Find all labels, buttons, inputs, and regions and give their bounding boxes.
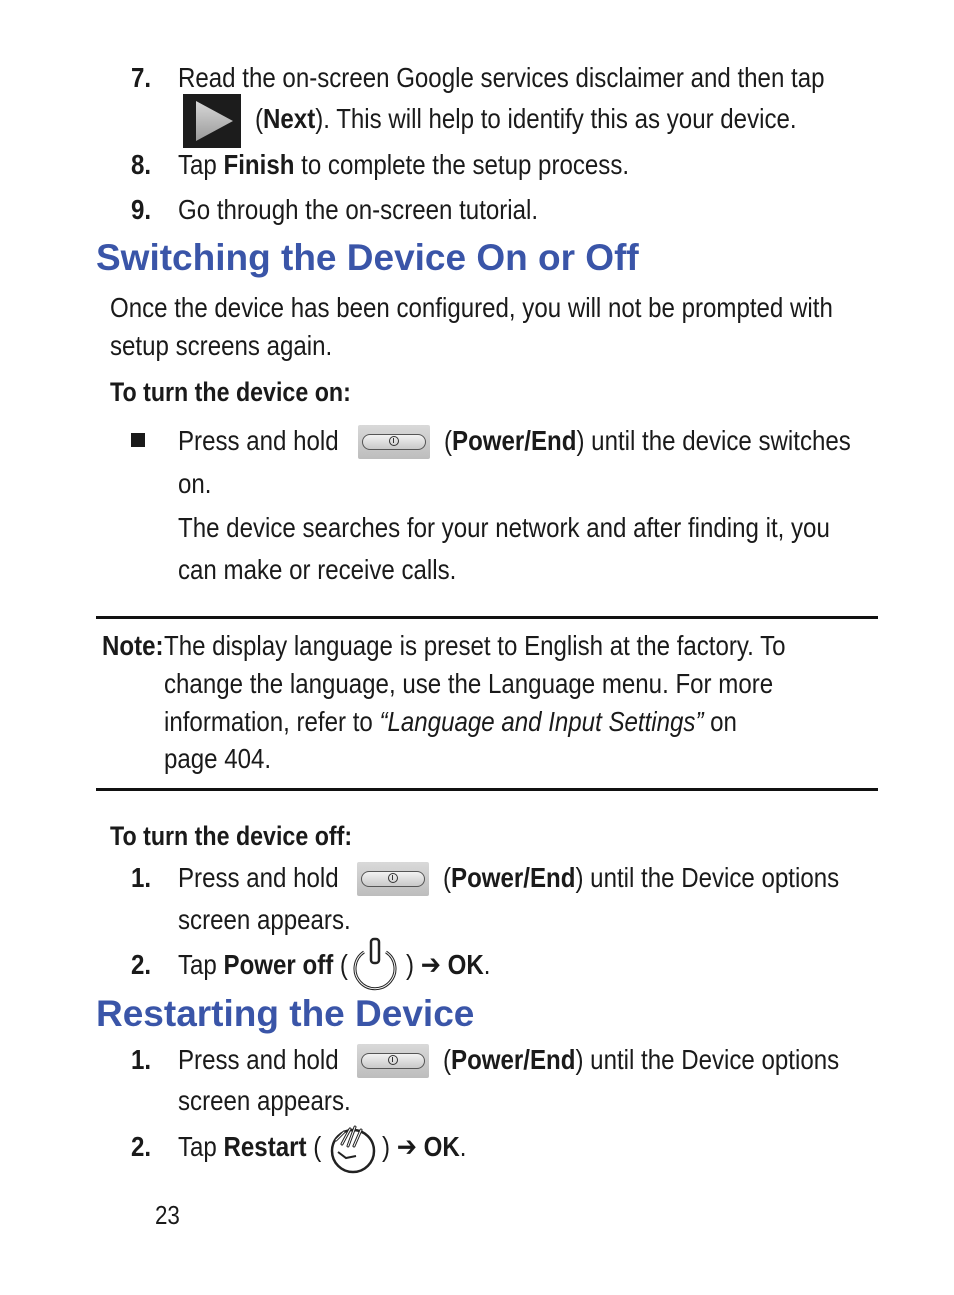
bullet-paren: (: [444, 425, 453, 456]
section-heading-restarting: Restarting the Device: [96, 993, 475, 1034]
off-step-1-post: [443, 860, 839, 896]
step-9-number: 9.: [131, 194, 152, 225]
restart-step-2-text: [178, 1129, 321, 1165]
note-line3: [164, 704, 737, 740]
power-end-key-icon: [357, 862, 429, 896]
power-off-label: Power off: [223, 949, 334, 980]
off-step-2-end: .: [483, 949, 491, 980]
note-line3-pre: information, refer to: [164, 706, 380, 737]
restart-step-2-paren-close: ): [382, 1131, 391, 1162]
note-label: Note:: [102, 630, 164, 661]
next-label: Next: [263, 103, 316, 134]
note-line1: The display language is preset to English at the factory. To: [164, 630, 786, 661]
off-step-1-post-text: ) until the Device options: [575, 862, 840, 893]
note-reference: “Language and Input Settings”: [379, 706, 704, 737]
off-step-1-paren: (: [443, 862, 452, 893]
note-line3-post: on: [703, 706, 737, 737]
restart-step-1-post-text: ) until the Device options: [575, 1044, 840, 1075]
step-7-line2-rest: ). This will help to identify this as your device.: [315, 103, 797, 134]
step-8-text: [178, 147, 629, 183]
step-7-number: 7.: [131, 62, 152, 93]
off-step-2-rest: [406, 947, 490, 983]
power-end-label: Power/End: [452, 425, 577, 456]
ok-label: OK: [423, 1131, 460, 1162]
arrow-icon: ➔: [420, 949, 441, 980]
step-8-number: 8.: [131, 149, 152, 180]
restart-step-2-number: 2.: [131, 1131, 152, 1162]
note-top-rule: [96, 616, 878, 619]
restart-step-1-number: 1.: [131, 1044, 152, 1075]
restart-step-2-paren-open: (: [306, 1131, 322, 1162]
para-line1: The device searches for your network and after finding it, you: [178, 512, 830, 543]
bullet-post-text: ) until the device switches: [576, 425, 851, 456]
off-step-2-number: 2.: [131, 949, 152, 980]
restart-step-2-end: .: [459, 1131, 467, 1162]
off-step-2-paren-open: (: [333, 949, 348, 980]
intro-line2: setup screens again.: [110, 330, 333, 361]
next-arrow-icon: [183, 94, 241, 148]
note-line2: change the language, use the Language menu. For more: [164, 668, 774, 699]
power-off-icon: [345, 936, 405, 999]
bullet-post: [444, 423, 851, 459]
power-end-key-icon: [358, 425, 430, 459]
restart-step-1-pre: Press and hold: [178, 1044, 339, 1075]
step-8-pre: Tap: [178, 149, 224, 180]
ok-label: OK: [447, 949, 484, 980]
step-8-post: to complete the setup process.: [294, 149, 630, 180]
bullet-pre: Press and hold: [178, 425, 339, 456]
step-9-text: Go through the on-screen tutorial.: [178, 194, 539, 225]
restart-step-2-rest: [382, 1129, 466, 1165]
turn-on-heading: To turn the device on:: [110, 377, 351, 407]
step-7-paren: (: [255, 103, 264, 134]
restart-step-1-cont: screen appears.: [178, 1085, 351, 1116]
restart-label: Restart: [223, 1131, 307, 1162]
section-heading-switching: Switching the Device On or Off: [96, 237, 639, 278]
restart-icon: [322, 1120, 380, 1181]
power-end-label: Power/End: [451, 862, 576, 893]
note-line4: page 404.: [164, 743, 272, 774]
finish-label: Finish: [223, 149, 295, 180]
off-step-2-pre: Tap: [178, 949, 224, 980]
off-step-2-text: [178, 947, 348, 983]
power-end-label: Power/End: [451, 1044, 576, 1075]
restart-step-1-post: [443, 1042, 839, 1078]
power-end-key-icon: [357, 1044, 429, 1078]
off-step-1-number: 1.: [131, 862, 152, 893]
arrow-icon: ➔: [396, 1131, 417, 1162]
intro-line1: Once the device has been configured, you will not be prompted with: [110, 292, 833, 323]
square-bullet-icon: [131, 433, 145, 447]
bullet-cont: on.: [178, 468, 212, 499]
step-7-line1: Read the on-screen Google services disclaimer and then tap: [178, 62, 825, 93]
off-step-1-pre: Press and hold: [178, 862, 339, 893]
restart-step-2-pre: Tap: [178, 1131, 224, 1162]
page-number: 23: [155, 1200, 180, 1230]
step-7-line2: [255, 101, 797, 137]
turn-off-heading: To turn the device off:: [110, 821, 353, 851]
off-step-2-paren-close: ): [406, 949, 415, 980]
para-line2: can make or receive calls.: [178, 554, 457, 585]
note-bottom-rule: [96, 788, 878, 791]
restart-step-1-paren: (: [443, 1044, 452, 1075]
off-step-1-cont: screen appears.: [178, 904, 351, 935]
